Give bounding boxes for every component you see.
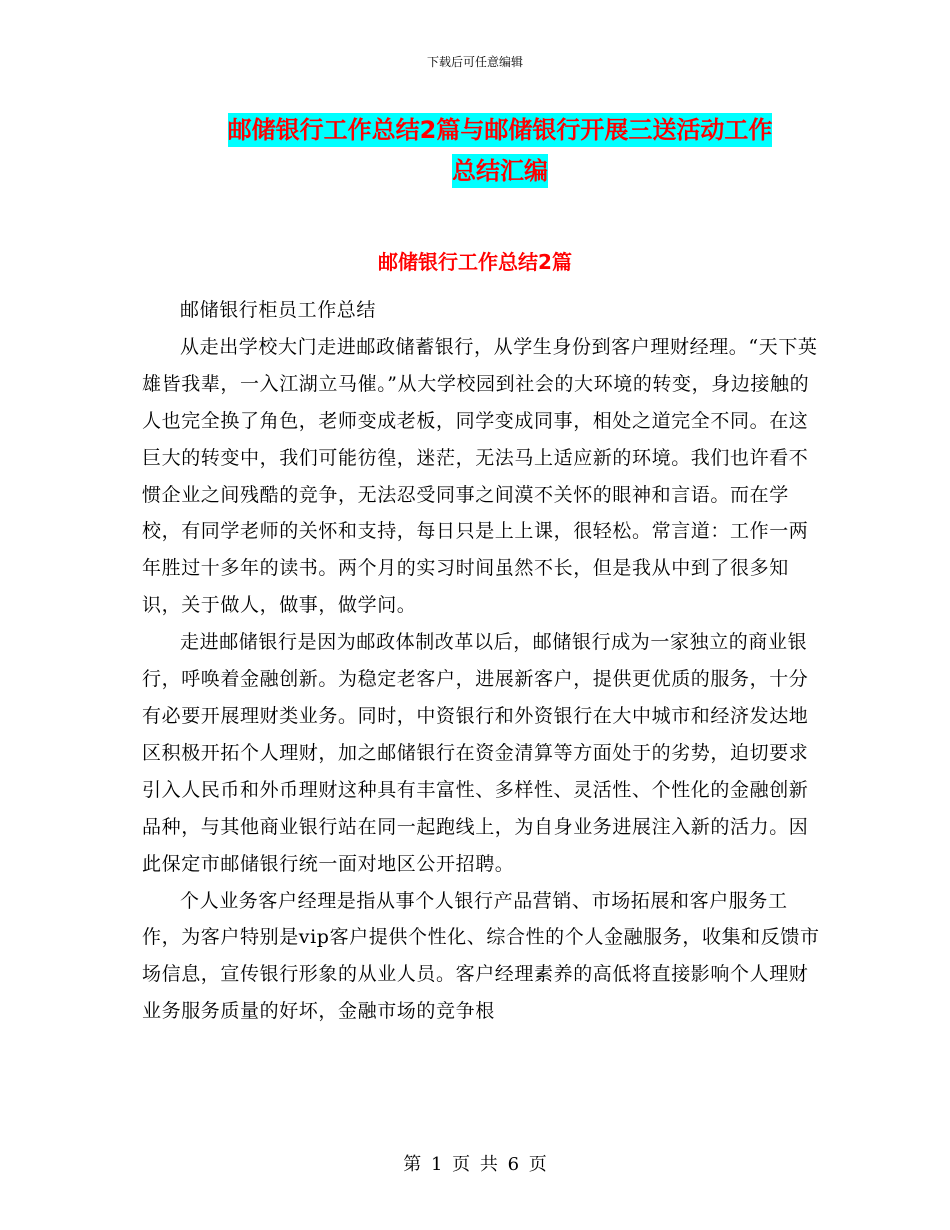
paragraph: 从走出学校大门走进邮政储蓄银行，从学生身份到客户理财经理。“天下英雄皆我辈，一入江湖立马催。”从大学校园到社会的大环境的转变，身边接触的人也完全换了角色，老师变成老板，同学变成同事，相处之道完全不同。在这巨大的转变中，我们可能彷徨，迷茫，无法马上适应新的环境。我们也许看不惯企业之间残酷的竞争，无法忍受同事之间漠不关怀的眼神和言语。而在学校，有同学老师的关怀和支持，每日只是上上课，很轻松。常言道：工作一两年胜过十多年的读书。两个月的实习时间虽然不长，但是我从中到了很多知识，关于做人，做事，做学问。 xyxy=(142,335,818,617)
header-note: 下载后可任意编辑 xyxy=(426,55,523,69)
document-title-line-1: 邮储银行工作总结2篇与邮储银行开展三送活动工作 xyxy=(228,113,773,147)
paragraph: 走进邮储银行是因为邮政体制改革以后，邮储银行成为一家独立的商业银行，呼唤着金融创新。为稳定老客户，进展新客户，提供更优质的服务，十分有必要开展理财类业务。同时，中资银行和外资银行在大中城市和经济发达地区积极开拓个人理财，加之邮储银行在资金清算等方面处于的劣势，迫切要求引入人民币和外币理财这种具有丰富性、多样性、灵活性、个性化的金融创新品种，与其他商业银行站在同一起跑线上，为自身业务进展注入新的活力。因此保定市邮储银行统一面对地区公开招聘。 xyxy=(142,631,809,875)
page-footer xyxy=(0,1154,950,1176)
section-title: 邮储银行工作总结2篇 xyxy=(378,250,572,274)
paragraph: 个人业务客户经理是指从事个人银行产品营销、市场拓展和客户服务工作，为客户特别是vip客户提供个性化、综合性的个人金融服务，收集和反馈市场信息，宣传银行形象的从业人员。客户经理素养的高低将直接影响个人理财业务服务质量的好坏，金融市场的竞争根 xyxy=(142,889,820,1023)
paragraph-subtitle: 邮储银行柜员工作总结 xyxy=(180,299,377,321)
page-indicator: 第 1 页 共 6 页 xyxy=(403,1154,547,1175)
document-body xyxy=(142,292,822,1030)
document-title-line-2: 总结汇编 xyxy=(452,154,548,188)
document-title xyxy=(150,110,850,192)
page-header xyxy=(0,55,950,69)
